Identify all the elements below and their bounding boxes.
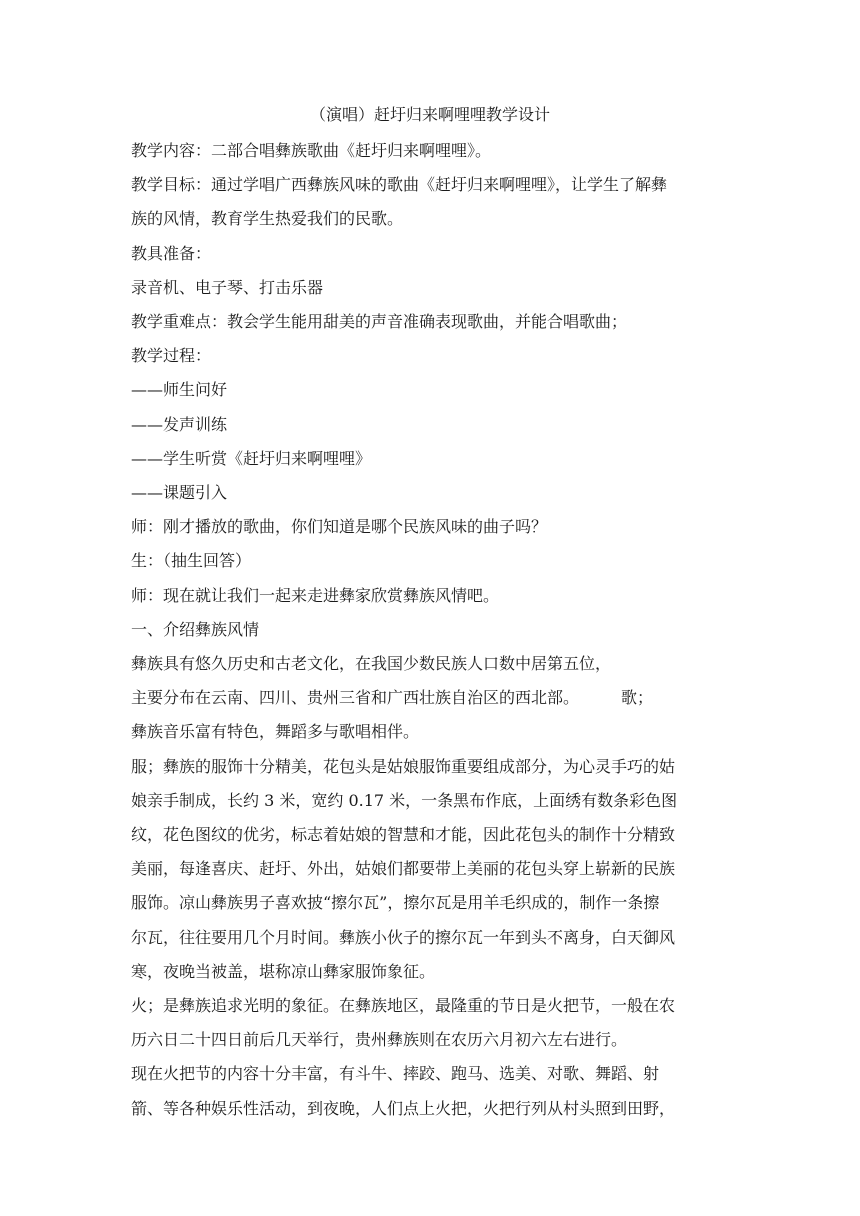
text-line: ——课题引入 <box>131 483 228 503</box>
text-segment: 歌； <box>621 688 654 708</box>
section-heading: 一、介绍彝族风情 <box>131 619 260 639</box>
text-segment: 主要分布在云南、四川、贵州三省和广西壮族自治区的西北部。 <box>131 688 580 708</box>
text-line: 尔瓦，往往要用几个月时间。彝族小伙子的擦尔瓦一年到头不离身，白天御风 <box>131 927 676 947</box>
text-line: 录音机、电子琴、打击乐器 <box>131 277 324 297</box>
text-line: ——学生听赏《赶圩归来啊哩哩》 <box>131 448 372 468</box>
text-line: 彝族具有悠久历史和古老文化，在我国少数民族人口数中居第五位， <box>131 654 612 674</box>
text-line: 彝族音乐富有特色，舞蹈多与歌唱相伴。 <box>131 722 420 742</box>
text-line <box>131 681 731 715</box>
text-line: 纹，花色图纹的优劣，标志着姑娘的智慧和才能，因此花包头的制作十分精致 <box>131 825 676 845</box>
document-body <box>131 134 731 1126</box>
text-line: 服；彝族的服饰十分精美，花包头是姑娘服饰重要组成部分，为心灵手巧的姑 <box>131 756 676 776</box>
text-line: 火；是彝族追求光明的象征。在彝族地区，最隆重的节日是火把节，一般在农 <box>131 996 676 1016</box>
text-line: 教学过程： <box>131 346 212 366</box>
text-line: ——师生问好 <box>131 380 228 400</box>
text-line: 教学目标：通过学唱广西彝族风味的歌曲《赶圩归来啊哩哩》，让学生了解彝 <box>131 175 668 195</box>
document-title: （演唱）赶圩归来啊哩哩教学设计 <box>309 105 550 124</box>
text-line: 教学内容：二部合唱彝族歌曲《赶圩归来啊哩哩》。 <box>131 141 492 160</box>
text-line: 服饰。凉山彝族男子喜欢披“擦尔瓦”，擦尔瓦是用羊毛织成的，制作一条擦 <box>131 893 660 913</box>
text-line: 教具准备： <box>131 243 212 263</box>
text-line: 美丽，每逢喜庆、赶圩、外出，姑娘们都要带上美丽的花包头穿上崭新的民族 <box>131 859 676 879</box>
text-line: 寒，夜晚当被盖，堪称凉山彝家服饰象征。 <box>131 961 436 981</box>
text-line: 师：刚才播放的歌曲，你们知道是哪个民族风味的曲子吗？ <box>131 517 548 537</box>
text-line: 教学重难点：教会学生能用甜美的声音准确表现歌曲，并能合唱歌曲； <box>131 312 628 332</box>
text-line: 师：现在就让我们一起来走进彝家欣赏彝族风情吧。 <box>131 585 500 605</box>
text-line: 现在火把节的内容十分丰富，有斗牛、摔跤、跑马、选美、对歌、舞蹈、射 <box>131 1064 660 1084</box>
text-line: 箭、等各种娱乐性活动，到夜晚，人们点上火把，火把行列从村头照到田野， <box>131 1098 676 1118</box>
text-line: ——发声训练 <box>131 414 228 434</box>
text-line: 族的风情，教育学生热爱我们的民歌。 <box>131 209 404 229</box>
text-line: 生：（抽生回答） <box>131 551 252 571</box>
text-line: 娘亲手制成，长约 3 米，宽约 0.17 米，一条黑布作底，上面绣有数条彩色图 <box>131 790 678 810</box>
text-line: 历六日二十四日前后几天举行，贵州彝族则在农历六月初六左右进行。 <box>131 1030 628 1050</box>
